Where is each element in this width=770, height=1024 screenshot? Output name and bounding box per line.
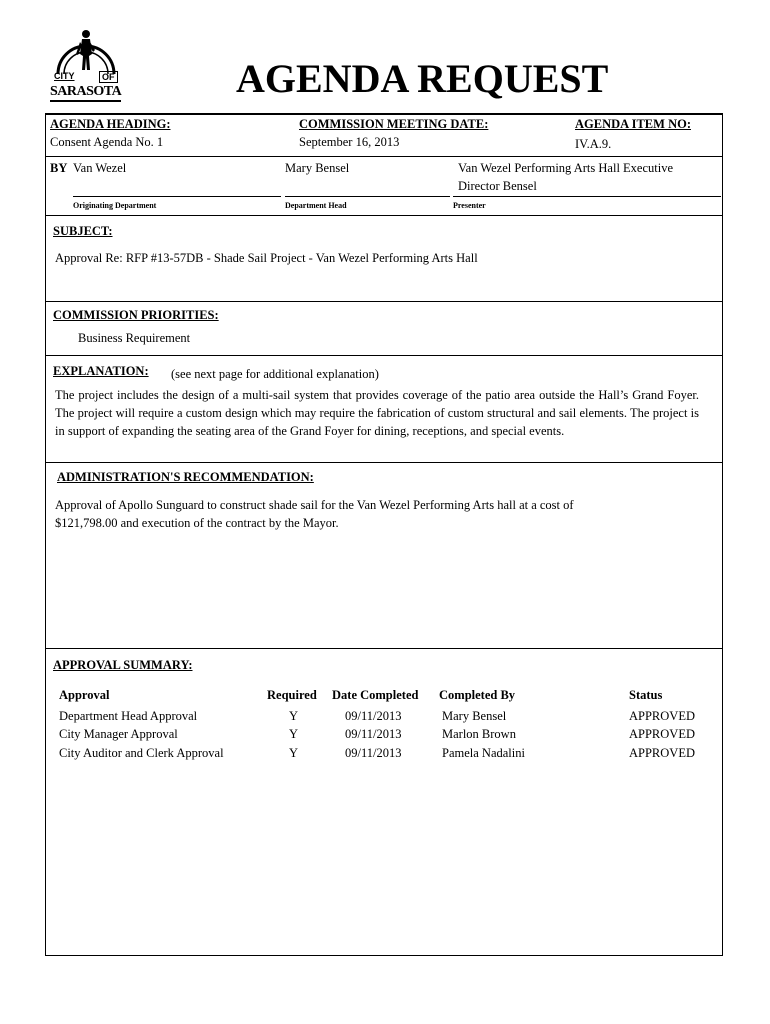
table-cell-status: APPROVED: [629, 709, 695, 723]
recommendation-text-2: $121,798.00 and execution of the contract by the Mayor.: [55, 516, 339, 530]
table-cell-approval: City Manager Approval: [59, 727, 178, 741]
table-cell-completed-by: Marlon Brown: [442, 727, 516, 741]
recommendation-text-1: Approval of Apollo Sunguard to construct shade sail for the Van Wezel Performing Arts hall at a cost of: [55, 498, 574, 512]
signature-line-department: [73, 196, 281, 197]
caption-department: Originating Department: [73, 201, 157, 210]
originating-department: Van Wezel: [73, 161, 127, 175]
agenda-heading-value: Consent Agenda No. 1: [50, 135, 164, 149]
table-cell-required: Y: [289, 727, 299, 741]
subject-text: Approval Re: RFP #13-57DB - Shade Sail Project - Van Wezel Performing Arts Hall: [55, 251, 478, 265]
table-cell-date: 09/11/2013: [345, 709, 402, 723]
explanation-label: EXPLANATION:: [53, 364, 149, 378]
subject-label: SUBJECT:: [53, 224, 113, 238]
table-cell-status: APPROVED: [629, 727, 695, 741]
logo-text-city: CITY: [54, 71, 75, 81]
explanation-note: (see next page for additional explanation): [171, 367, 379, 381]
agenda-item-label: AGENDA ITEM NO:: [575, 117, 691, 131]
approval-summary-label: APPROVAL SUMMARY:: [53, 658, 193, 672]
divider: [45, 301, 723, 302]
meeting-date-label: COMMISSION MEETING DATE:: [299, 117, 489, 131]
priorities-text: Business Requirement: [78, 331, 191, 345]
logo-text-sarasota: SARASOTA: [50, 84, 121, 102]
divider: [45, 648, 723, 649]
by-label: BY: [50, 161, 68, 175]
priorities-label: COMMISSION PRIORITIES:: [53, 308, 219, 322]
form-frame: [45, 113, 723, 956]
col-header-required: Required: [267, 688, 317, 702]
table-cell-required: Y: [289, 746, 299, 760]
meeting-date-value: September 16, 2013: [299, 135, 400, 149]
table-cell-approval: Department Head Approval: [59, 709, 198, 723]
signature-line-presenter: [453, 196, 721, 197]
table-cell-status: APPROVED: [629, 746, 695, 760]
table-cell-required: Y: [289, 709, 299, 723]
col-header-date: Date Completed: [332, 688, 419, 702]
table-cell-approval: City Auditor and Clerk Approval: [59, 746, 224, 760]
department-head: Mary Bensel: [285, 161, 350, 175]
col-header-approval: Approval: [59, 688, 110, 702]
caption-presenter: Presenter: [453, 201, 486, 210]
explanation-text: The project includes the design of a multi-sail system that provides coverage of the patio area outside the Hall’s Grand Foyer. The project will require a custom design which may require the fabrication of custom structural and sail elements. The project is in support of expanding the seating area of the Grand Foyer for dining, receptions, and special events.: [55, 388, 699, 438]
table-cell-date: 09/11/2013: [345, 746, 402, 760]
presenter-line1: Van Wezel Performing Arts Hall Executive: [458, 161, 674, 175]
page-title: AGENDA REQUEST: [236, 56, 609, 101]
col-header-completed-by: Completed By: [439, 688, 516, 702]
agenda-item-value: IV.A.9.: [575, 137, 612, 151]
caption-head: Department Head: [285, 201, 347, 210]
table-cell-completed-by: Mary Bensel: [442, 709, 507, 723]
logo-text-of: OF: [99, 71, 118, 83]
col-header-status: Status: [629, 688, 663, 702]
table-cell-date: 09/11/2013: [345, 727, 402, 741]
divider: [45, 355, 723, 356]
divider: [45, 215, 723, 216]
signature-line-head: [285, 196, 450, 197]
presenter-line2: Director Bensel: [458, 179, 537, 193]
table-cell-completed-by: Pamela Nadalini: [442, 746, 525, 760]
recommendation-label: ADMINISTRATION'S RECOMMENDATION:: [57, 470, 314, 484]
agenda-heading-label: AGENDA HEADING:: [50, 117, 171, 131]
divider: [45, 156, 723, 157]
divider: [45, 462, 723, 463]
